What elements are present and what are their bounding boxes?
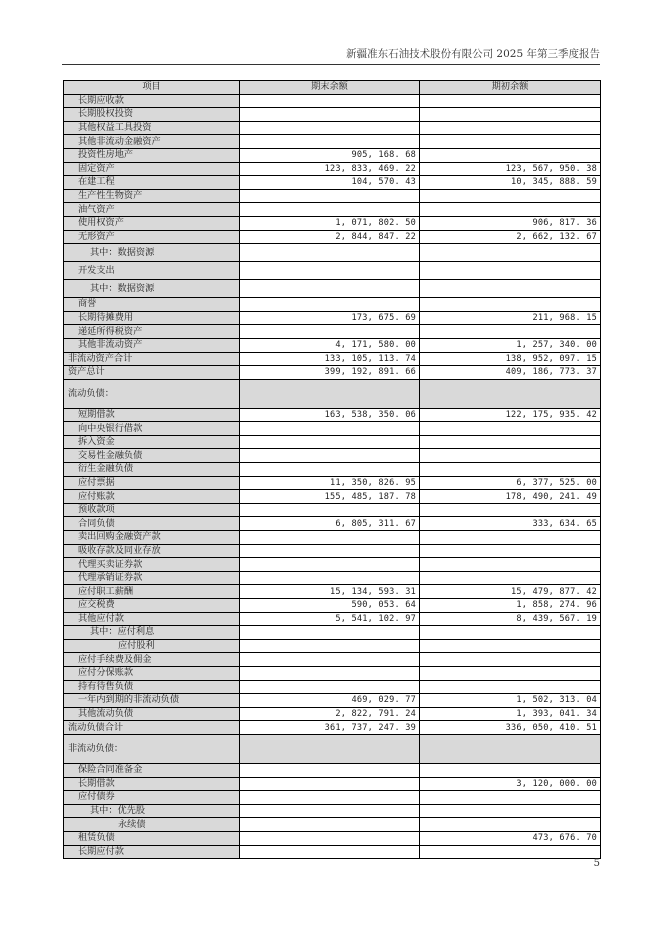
ending-balance-cell [240,818,420,832]
row-label: 油气资产 [64,203,240,217]
table-row [64,571,601,585]
row-label: 非流动资产合计 [64,352,240,366]
row-label: 递延所得税资产 [64,325,240,339]
beginning-balance-cell [420,135,601,149]
table-row [64,666,601,680]
table-row [64,262,601,280]
ending-balance-cell [240,422,420,436]
row-label: 租赁负债 [64,831,240,845]
ending-balance-cell [240,680,420,694]
table-row [64,189,601,203]
table-row [64,531,601,545]
ending-balance-cell: 11, 350, 826. 95 [240,476,420,490]
beginning-balance-cell [420,571,601,585]
table-row [64,558,601,572]
row-label: 长期借款 [64,777,240,791]
beginning-balance-cell: 473, 676. 70 [420,831,601,845]
row-label: 保险合同准备金 [64,763,240,777]
ending-balance-cell: 4, 171, 580. 00 [240,338,420,352]
beginning-balance-cell: 138, 952, 097. 15 [420,352,601,366]
ending-balance-cell: 15, 134, 593. 31 [240,585,420,599]
beginning-balance-cell [420,626,601,640]
table-row [64,449,601,463]
row-label: 投资性房地产 [64,148,240,162]
table-row [64,476,601,490]
column-header-ending-balance: 期末余额 [240,81,420,95]
row-label: 应付职工薪酬 [64,585,240,599]
ending-balance-cell: 361, 737, 247. 39 [240,721,420,735]
table-row [64,680,601,694]
ending-balance-cell: 1, 071, 802. 50 [240,216,420,230]
table-header-row [64,81,601,95]
beginning-balance-cell: 15, 479, 877. 42 [420,585,601,599]
table-row [64,379,601,408]
beginning-balance-cell [420,845,601,859]
ending-balance-cell [240,244,420,262]
row-label: 固定资产 [64,162,240,176]
row-label: 应付分保账款 [64,666,240,680]
table-row [64,721,601,735]
ending-balance-cell [240,298,420,312]
column-header-item: 项目 [64,81,240,95]
beginning-balance-cell: 123, 567, 950. 38 [420,162,601,176]
row-label: 其中：优先股 [64,804,240,818]
row-label: 衍生金融负债 [64,463,240,477]
ending-balance-cell: 399, 192, 891. 66 [240,366,420,380]
ending-balance-cell [240,280,420,298]
beginning-balance-cell: 211, 968. 15 [420,311,601,325]
beginning-balance-cell [420,680,601,694]
row-label: 合同负债 [64,517,240,531]
row-label: 应付手续费及佣金 [64,653,240,667]
row-label: 其他权益工具投资 [64,121,240,135]
beginning-balance-cell [420,379,601,408]
row-label: 代理买卖证券款 [64,558,240,572]
beginning-balance-cell: 3, 120, 000. 00 [420,777,601,791]
table-row [64,325,601,339]
row-label: 长期应收款 [64,94,240,108]
row-label: 生产性生物资产 [64,189,240,203]
ending-balance-cell [240,777,420,791]
beginning-balance-cell [420,298,601,312]
beginning-balance-cell [420,531,601,545]
beginning-balance-cell: 178, 490, 241. 49 [420,490,601,504]
beginning-balance-cell [420,244,601,262]
beginning-balance-cell [420,666,601,680]
beginning-balance-cell: 8, 439, 567. 19 [420,612,601,626]
row-label: 应付债券 [64,791,240,805]
ending-balance-cell [240,531,420,545]
table-row [64,203,601,217]
ending-balance-cell: 123, 833, 469. 22 [240,162,420,176]
table-row [64,366,601,380]
table-row [64,108,601,122]
beginning-balance-cell [420,503,601,517]
row-label: 其他应付款 [64,612,240,626]
ending-balance-cell [240,135,420,149]
table-row [64,831,601,845]
table-row [64,626,601,640]
row-label: 使用权资产 [64,216,240,230]
table-row [64,298,601,312]
table-row [64,791,601,805]
ending-balance-cell [240,734,420,763]
table-row [64,311,601,325]
beginning-balance-cell: 1, 393, 041. 34 [420,707,601,721]
beginning-balance-cell [420,203,601,217]
ending-balance-cell [240,189,420,203]
beginning-balance-cell [420,653,601,667]
table-row [64,763,601,777]
table-row [64,94,601,108]
beginning-balance-cell [420,734,601,763]
beginning-balance-cell [420,763,601,777]
beginning-balance-cell: 1, 858, 274. 96 [420,599,601,613]
column-header-beginning-balance: 期初余额 [420,81,601,95]
beginning-balance-cell: 6, 377, 525. 00 [420,476,601,490]
row-label: 商誉 [64,298,240,312]
row-label: 预收款项 [64,503,240,517]
table-row [64,585,601,599]
ending-balance-cell [240,831,420,845]
beginning-balance-cell [420,544,601,558]
ending-balance-cell [240,666,420,680]
row-label: 向中央银行借款 [64,422,240,436]
table-row [64,244,601,262]
table-row [64,435,601,449]
table-row [64,216,601,230]
ending-balance-cell [240,108,420,122]
beginning-balance-cell: 2, 662, 132. 67 [420,230,601,244]
beginning-balance-cell: 1, 257, 340. 00 [420,338,601,352]
beginning-balance-cell [420,639,601,653]
table-row [64,422,601,436]
beginning-balance-cell [420,280,601,298]
beginning-balance-cell [420,463,601,477]
row-label: 资产总计 [64,366,240,380]
row-label: 在建工程 [64,176,240,190]
ending-balance-cell [240,325,420,339]
report-header: 新疆准东石油技术股份有限公司 2025 年第三季度报告 [346,48,600,60]
beginning-balance-cell [420,325,601,339]
table-row [64,408,601,422]
row-label: 一年内到期的非流动负债 [64,694,240,708]
ending-balance-cell: 163, 538, 350. 06 [240,408,420,422]
ending-balance-cell: 173, 675. 69 [240,311,420,325]
balance-sheet-table [63,80,601,859]
row-label: 其中：应付利息 [64,626,240,640]
ending-balance-cell [240,558,420,572]
row-label: 其中：数据资源 [64,280,240,298]
row-label: 吸收存款及同业存放 [64,544,240,558]
ending-balance-cell [240,94,420,108]
row-label: 其他非流动金融资产 [64,135,240,149]
ending-balance-cell [240,571,420,585]
beginning-balance-cell: 336, 050, 410. 51 [420,721,601,735]
row-label: 长期待摊费用 [64,311,240,325]
beginning-balance-cell [420,94,601,108]
row-label: 长期股权投资 [64,108,240,122]
table-row [64,503,601,517]
table-row [64,804,601,818]
row-label: 流动负债： [64,379,240,408]
beginning-balance-cell: 122, 175, 935. 42 [420,408,601,422]
row-label: 代理承销证券款 [64,571,240,585]
row-label: 永续债 [64,818,240,832]
beginning-balance-cell [420,148,601,162]
table-row [64,490,601,504]
row-label: 拆入资金 [64,435,240,449]
table-row [64,777,601,791]
table-row [64,352,601,366]
beginning-balance-cell [420,189,601,203]
table-row [64,845,601,859]
table-row [64,544,601,558]
ending-balance-cell [240,804,420,818]
row-label: 短期借款 [64,408,240,422]
ending-balance-cell [240,791,420,805]
beginning-balance-cell: 1, 502, 313. 04 [420,694,601,708]
ending-balance-cell: 905, 168. 68 [240,148,420,162]
row-label: 应付股利 [64,639,240,653]
beginning-balance-cell [420,435,601,449]
table-row [64,176,601,190]
beginning-balance-cell [420,262,601,280]
beginning-balance-cell: 409, 186, 773. 37 [420,366,601,380]
beginning-balance-cell [420,558,601,572]
table-row [64,162,601,176]
beginning-balance-cell [420,804,601,818]
ending-balance-cell [240,379,420,408]
ending-balance-cell [240,435,420,449]
beginning-balance-cell [420,422,601,436]
table-row [64,612,601,626]
row-label: 交易性金融负债 [64,449,240,463]
table-row [64,818,601,832]
ending-balance-cell: 133, 105, 113. 74 [240,352,420,366]
row-label: 长期应付款 [64,845,240,859]
row-label: 非流动负债： [64,734,240,763]
beginning-balance-cell [420,121,601,135]
row-label: 其他非流动资产 [64,338,240,352]
table-row [64,694,601,708]
beginning-balance-cell [420,108,601,122]
ending-balance-cell [240,463,420,477]
page-number: 5 [593,858,600,869]
table-row [64,653,601,667]
ending-balance-cell: 5, 541, 102. 97 [240,612,420,626]
table-row [64,734,601,763]
row-label: 应交税费 [64,599,240,613]
ending-balance-cell [240,653,420,667]
row-label: 卖出回购金融资产款 [64,531,240,545]
table-row [64,148,601,162]
table-row [64,121,601,135]
header-rule [62,64,600,65]
ending-balance-cell [240,262,420,280]
table-row [64,599,601,613]
beginning-balance-cell [420,791,601,805]
table-row [64,230,601,244]
ending-balance-cell [240,449,420,463]
row-label: 应付票据 [64,476,240,490]
row-label: 其他流动负债 [64,707,240,721]
beginning-balance-cell [420,449,601,463]
table-row [64,463,601,477]
table-row [64,639,601,653]
ending-balance-cell [240,203,420,217]
ending-balance-cell [240,121,420,135]
ending-balance-cell: 155, 485, 187. 78 [240,490,420,504]
ending-balance-cell: 6, 805, 311. 67 [240,517,420,531]
ending-balance-cell: 2, 822, 791. 24 [240,707,420,721]
table-row [64,338,601,352]
ending-balance-cell [240,639,420,653]
ending-balance-cell [240,626,420,640]
table-row [64,135,601,149]
row-label: 流动负债合计 [64,721,240,735]
ending-balance-cell [240,845,420,859]
ending-balance-cell [240,503,420,517]
row-label: 开发支出 [64,262,240,280]
beginning-balance-cell: 906, 817. 36 [420,216,601,230]
beginning-balance-cell: 333, 634. 65 [420,517,601,531]
beginning-balance-cell [420,818,601,832]
table-row [64,280,601,298]
row-label: 应付账款 [64,490,240,504]
table-body [64,94,601,859]
ending-balance-cell: 2, 844, 847. 22 [240,230,420,244]
row-label: 持有待售负债 [64,680,240,694]
table-row [64,707,601,721]
ending-balance-cell: 590, 053. 64 [240,599,420,613]
table-row [64,517,601,531]
ending-balance-cell: 469, 029. 77 [240,694,420,708]
row-label: 其中：数据资源 [64,244,240,262]
row-label: 无形资产 [64,230,240,244]
ending-balance-cell: 104, 570. 43 [240,176,420,190]
beginning-balance-cell: 10, 345, 888. 59 [420,176,601,190]
ending-balance-cell [240,763,420,777]
ending-balance-cell [240,544,420,558]
